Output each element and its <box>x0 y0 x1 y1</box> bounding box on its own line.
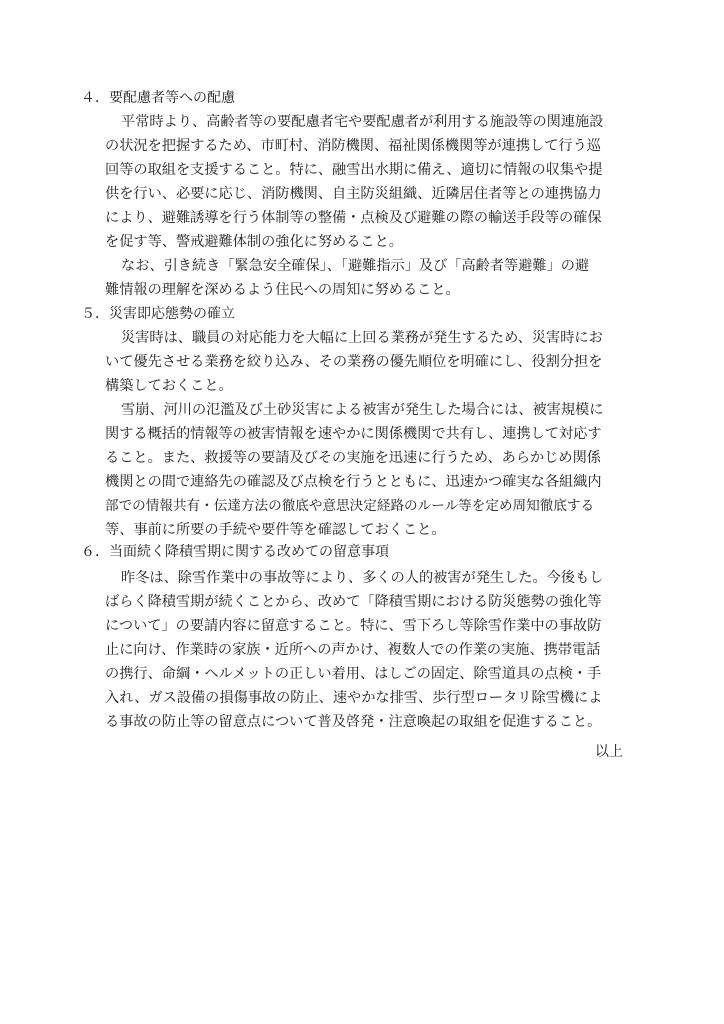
section-5-heading: ５．災害即応態勢の確立 <box>81 306 235 322</box>
section-5-line-8: 部での情報共有・伝達方法の徹底や意思決定経路のルール等を定め周知徹底する <box>105 498 595 514</box>
section-6-heading: ６．当面続く降積雪期に関する改めての留意事項 <box>81 544 389 560</box>
section-5-line-4: 雪崩、河川の氾濫及び土砂災害による被害が発生した場合には、被害規模に <box>121 402 604 418</box>
section-6-line-5: の携行、命綱・ヘルメットの正しい着用、はしごの固定、除雪道具の点検・手 <box>105 666 602 682</box>
section-5-line-1: 災害時は、職員の対応能力を大幅に上回る業務が発生するため、災害時にお <box>121 330 603 346</box>
section-5-line-3: 構築しておくこと。 <box>105 378 233 394</box>
section-5-line-5: 関する概括的情報等の被害情報を速やかに関係機関で共有し、連携して対応す <box>105 426 602 442</box>
section-4-line-3: 回等の取組を支援すること。特に、融雪出水期に備え、適切に情報の収集や提 <box>105 162 603 178</box>
section-6-line-2: ばらく降積雪期が続くことから、改めて「降積雪期における防災態勢の強化等 <box>105 594 602 610</box>
section-5-line-6: ること。また、救援等の要請及びその実施を迅速に行うため、あらかじめ関係 <box>105 450 601 466</box>
section-6-line-6: 入れ、ガス設備の損傷事故の防止、速やかな排雪、歩行型ロータリ除雪機によ <box>105 690 603 706</box>
section-4-heading: ４．要配慮者等への配慮 <box>81 90 235 106</box>
section-4-line-4: 供を行い、必要に応じ、消防機関、自主防災組織、近隣居住者等との連携協力 <box>105 186 602 202</box>
section-6-line-4: 止に向け、作業時の家族・近所への声かけ、複数人での作業の実施、携帯電話 <box>105 642 601 658</box>
section-6-line-3: について」の要請内容に留意すること。特に、雪下ろし等除雪作業中の事故防 <box>105 618 602 634</box>
section-4-line-2: の状況を把握するため、市町村、消防機関、福祉関係機関等が連携して行う巡 <box>105 138 601 154</box>
section-4-line-5: により、避難誘導を行う体制等の整備・点検及び避難の際の輸送手段等の確保 <box>105 210 602 226</box>
section-5-line-9: 等、事前に所要の手続や要件等を確認しておくこと。 <box>105 522 446 538</box>
section-4-line-1: 平常時より、高齢者等の要配慮者宅や要配慮者が利用する施設等の関連施設 <box>121 114 604 130</box>
section-4-line-7: なお、引き続き「緊急安全確保」、「避難指示」及び「高齢者等避難」の避 <box>121 258 590 274</box>
closing-mark: 以上 <box>595 744 623 760</box>
section-5-line-7: 機関との間で連絡先の確認及び点検を行うとともに、迅速かつ確実な各組織内 <box>105 474 602 490</box>
section-4-line-6: を促す等、警戒避難体制の強化に努めること。 <box>105 234 403 250</box>
section-4-line-8: 難情報の理解を深めるよう住民への周知に努めること。 <box>105 282 460 298</box>
section-6-line-1: 昨冬は、除雪作業中の事故等により、多くの人的被害が発生した。今後もし <box>121 570 604 586</box>
section-6-line-7: る事故の防止等の留意点について普及啓発・注意喚起の取組を促進すること。 <box>105 714 602 730</box>
section-5-line-2: いて優先させる業務を絞り込み、その業務の優先順位を明確にし、役割分担を <box>105 354 603 370</box>
